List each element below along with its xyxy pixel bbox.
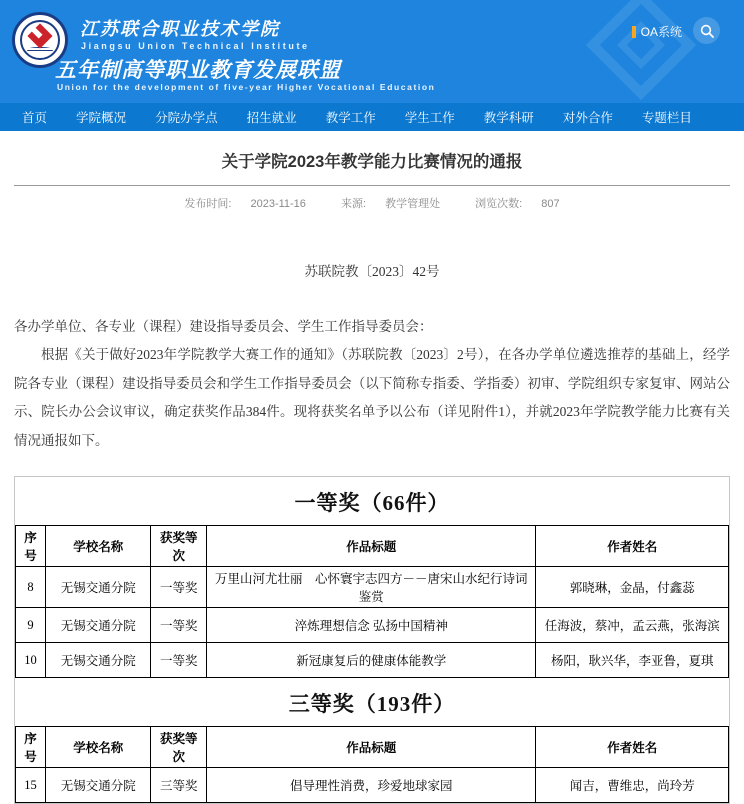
table-cell: 淬炼理想信念 弘扬中国精神 [207, 608, 536, 643]
institute-name-en: Jiangsu Union Technical Institute [81, 41, 310, 51]
column-header: 学校名称 [45, 727, 151, 768]
column-header: 获奖等次 [151, 526, 207, 567]
header-watermark-logo [584, 0, 704, 112]
table-cell: 一等奖 [151, 567, 207, 608]
nav-item-6[interactable]: 学生工作 [404, 111, 455, 125]
table-cell: 9 [16, 608, 46, 643]
page-title: 关于学院2023年教学能力比赛情况的通报 [221, 153, 523, 171]
document-number: 苏联院教〔2023〕42号 [304, 264, 440, 279]
table-cell: 无锡交通分院 [45, 768, 151, 803]
publish-time: 发布时间: 2023-11-16 [184, 198, 306, 210]
article-meta [14, 195, 730, 211]
award-section-title-2: 三等奖（193件） [288, 692, 456, 716]
source: 来源: 教学管理处 [340, 198, 441, 210]
nav-item-2[interactable]: 学院概况 [76, 111, 127, 125]
institute-logo-emblem [20, 20, 60, 60]
logo-emblem-icon [27, 23, 52, 48]
nav-item-1[interactable]: 首页 [22, 111, 48, 125]
institute-name-cn: 江苏联合职业技术学院 [80, 19, 280, 39]
award-section-title-1: 一等奖（66件） [294, 491, 450, 515]
oa-system-label: OA系统 [640, 25, 682, 39]
view-count: 浏览次数: 807 [475, 198, 560, 210]
search-button[interactable] [693, 17, 720, 44]
table-cell: 杨阳，耿兴华，李亚鲁，夏琪 [536, 643, 729, 678]
title-divider [14, 185, 730, 186]
award-tables-box [14, 476, 730, 804]
nav-item-8[interactable]: 对外合作 [562, 111, 613, 125]
nav-item-3[interactable]: 分院办学点 [155, 111, 218, 125]
main-nav [0, 103, 744, 131]
table-header-row [16, 526, 729, 567]
table-cell: 8 [16, 567, 46, 608]
oa-orange-bar-icon [632, 26, 636, 38]
body-paragraph: 根据《关于做好2023年学院教学大赛工作的通知》（苏联院教〔2023〕2号），在各办学单位遴选推荐的基础上，经学院各专业（课程）建设指导委员会和学生工作指导委员会（以下简称专指委、学指委）初审、学院组织专家复审、网站公示、院长办公会议审议，确定获奖作品384件。现将获奖名单予以公布（详见附件1），并就2023年学院教学能力比赛有关情况通报如下。 [14, 347, 730, 448]
table-cell: 一等奖 [151, 643, 207, 678]
table-cell: 一等奖 [151, 608, 207, 643]
table-cell: 任海波，蔡冲，孟云燕，张海滨 [536, 608, 729, 643]
nav-item-7[interactable]: 教学科研 [483, 111, 534, 125]
article-content [0, 148, 744, 804]
table-cell: 闻吉，曹维忠，尚玲芳 [536, 768, 729, 803]
nav-item-5[interactable]: 教学工作 [325, 111, 376, 125]
table-cell: 三等奖 [151, 768, 207, 803]
table-row [16, 567, 729, 608]
column-header: 获奖等次 [151, 727, 207, 768]
union-name-en: Union for the development of five-year Higher Vocational Education [57, 82, 436, 92]
table-row [16, 608, 729, 643]
table-cell: 10 [16, 643, 46, 678]
salutation-line: 各办学单位、各专业（课程）建设指导委员会、学生工作指导委员会： [14, 319, 433, 334]
table-header-row [16, 727, 729, 768]
table-cell: 无锡交通分院 [45, 567, 151, 608]
nav-item-9[interactable]: 专题栏目 [641, 111, 692, 125]
oa-system-link[interactable] [632, 23, 682, 40]
column-header: 学校名称 [45, 526, 151, 567]
table-cell: 15 [16, 768, 46, 803]
table-cell: 倡导理性消费，珍爱地球家园 [207, 768, 536, 803]
table-cell: 郭晓琳，金晶，付鑫蕊 [536, 567, 729, 608]
award-table-1 [15, 525, 729, 678]
column-header: 作者姓名 [536, 526, 729, 567]
column-header: 序号 [16, 727, 46, 768]
table-row [16, 643, 729, 678]
union-name-cn: 五年制高等职业教育发展联盟 [55, 58, 341, 82]
table-cell: 无锡交通分院 [45, 643, 151, 678]
table-cell: 无锡交通分院 [45, 608, 151, 643]
table-cell: 万里山河尤壮丽 心怀寰宇志四方－－唐宋山水纪行诗词鉴赏 [207, 567, 536, 608]
search-icon [700, 24, 714, 38]
table-row [16, 768, 729, 803]
column-header: 序号 [16, 526, 46, 567]
column-header: 作品标题 [207, 526, 536, 567]
award-table-2 [15, 726, 729, 803]
nav-item-4[interactable]: 招生就业 [246, 111, 297, 125]
table-cell: 新冠康复后的健康体能教学 [207, 643, 536, 678]
column-header: 作品标题 [207, 727, 536, 768]
column-header: 作者姓名 [536, 727, 729, 768]
site-header [0, 0, 744, 103]
